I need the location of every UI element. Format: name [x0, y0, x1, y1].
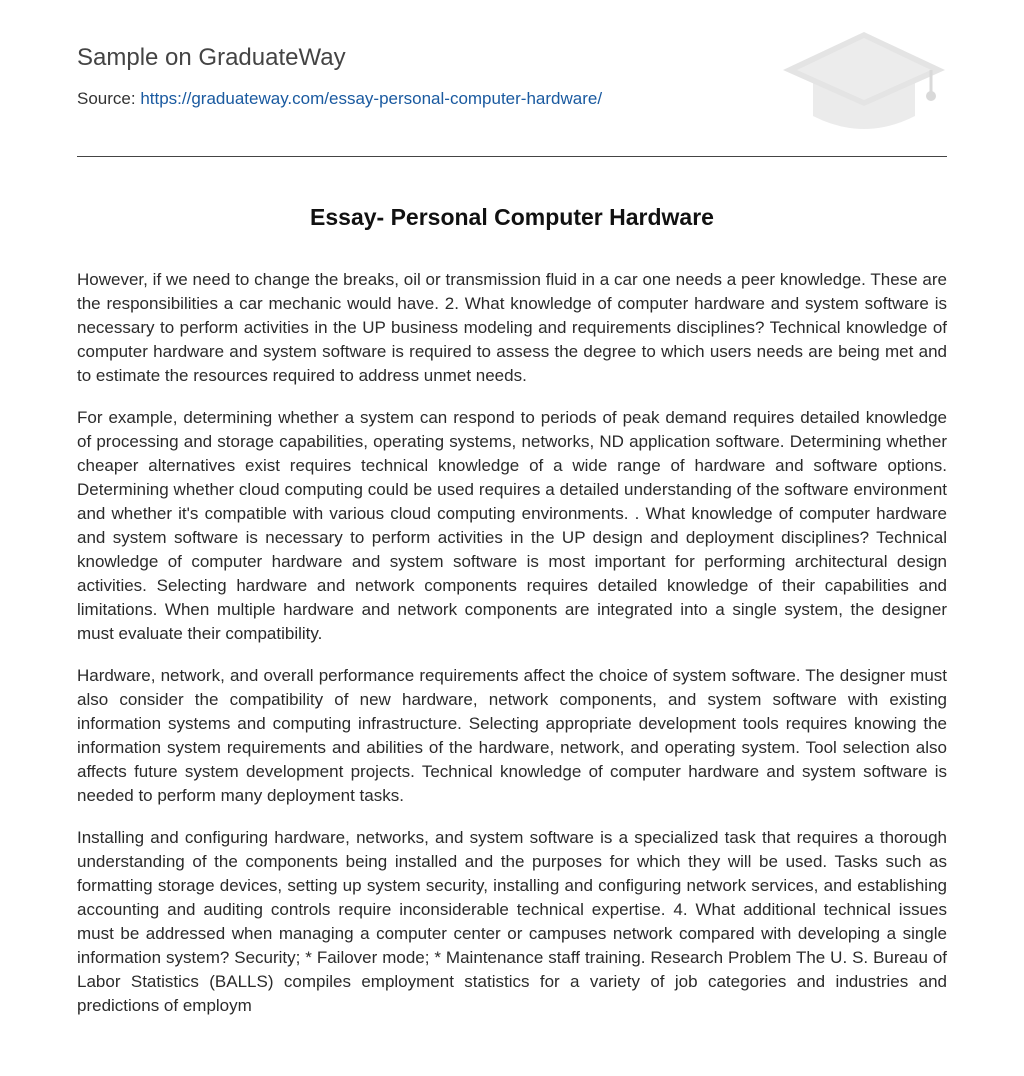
essay-body [77, 268, 947, 1036]
tassel-end [926, 91, 936, 101]
essay-paragraph: For example, determining whether a system can respond to periods of peak demand requires detailed knowledge of processing and storage capabilities, operating systems, networks, ND application software. Determining whether cheaper alternatives exist requires technical knowledge of a wide range of hardware and software options. Determining whether cloud computing could be used requires a detailed understanding of the software environment and whether it's compatible with various cloud computing environments. . What knowledge of computer hardware and system software is necessary to perform activities in the UP design and deployment disciplines? Technical knowledge of computer hardware and system software is most important for performing architectural design activities. Selecting hardware and network components requires detailed knowledge of their capabilities and limitations. When multiple hardware and network components are integrated into a single system, the designer must evaluate their compatibility. [77, 408, 947, 643]
page-header [77, 0, 947, 157]
source-link[interactable]: https://graduateway.com/essay-personal-computer-hardware/ [140, 89, 603, 108]
essay-title: Essay- Personal Computer Hardware [310, 204, 714, 230]
graduation-cap-icon [781, 30, 947, 134]
source-line [77, 89, 602, 109]
site-title: Sample on GraduateWay [77, 44, 346, 71]
source-label: Source: [77, 89, 136, 108]
essay-paragraph: However, if we need to change the breaks, oil or transmission fluid in a car one needs a peer knowledge. These are the responsibilities a car mechanic would have. 2. What knowledge of computer hardware and system software is necessary to perform activities in the UP business modeling and requirements disciplines? Technical knowledge of computer hardware and system software is required to assess the degree to which users needs are being met and to estimate the resources required to address unmet needs. [77, 270, 947, 385]
essay-paragraph: Installing and configuring hardware, networks, and system software is a specialized task that requires a thorough understanding of the components being installed and the purposes for which they will be used. Tasks such as formatting storage devices, setting up system security, installing and configuring network services, and establishing accounting and auditing controls require inconsiderable technical expertise. 4. What additional technical issues must be addressed when managing a computer center or campuses network compared with developing a single information system? Security; * Failover mode; * Maintenance staff training. Research Problem The U. S. Bureau of Labor Statistics (BALLS) compiles employment statistics for a variety of job categories and industries and predictions of employm [77, 828, 947, 1015]
essay-paragraph: Hardware, network, and overall performance requirements affect the choice of system software. The designer must also consider the compatibility of new hardware, network components, and system software with existing information systems and computing infrastructure. Selecting appropriate development tools requires knowing the information system requirements and abilities of the hardware, network, and operating system. Tool selection also affects future system development projects. Technical knowledge of computer hardware and system software is needed to perform many deployment tasks. [77, 666, 947, 805]
